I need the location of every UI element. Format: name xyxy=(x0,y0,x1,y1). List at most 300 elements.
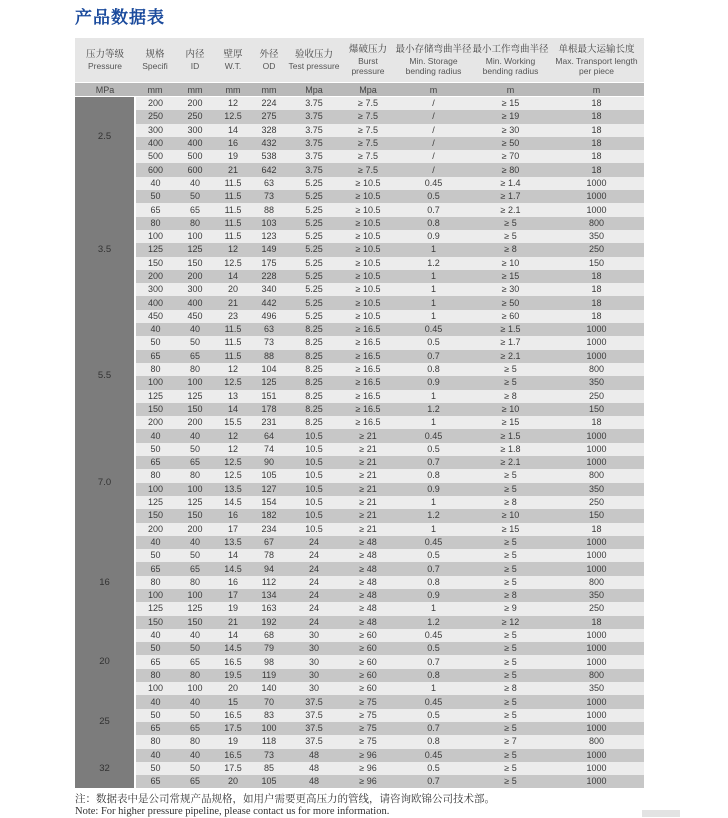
table-cell: 18 xyxy=(549,150,644,163)
table-cell: 68 xyxy=(251,629,287,642)
table-cell: ≥ 5 xyxy=(472,695,549,708)
table-cell: 50 xyxy=(175,336,215,349)
pressure-group-label: 32 xyxy=(75,749,135,789)
table-cell: 73 xyxy=(251,749,287,762)
page-title: 产品数据表 xyxy=(75,8,165,27)
table-row xyxy=(75,616,644,629)
table-cell: 0.45 xyxy=(395,429,472,442)
table-cell: 250 xyxy=(549,602,644,615)
table-row xyxy=(75,589,644,602)
table-cell: 0.7 xyxy=(395,350,472,363)
footnotes xyxy=(75,793,645,818)
table-cell: ≥ 96 xyxy=(341,749,395,762)
table-cell: 0.7 xyxy=(395,655,472,668)
table-cell: 1 xyxy=(395,283,472,296)
table-cell: ≥ 16.5 xyxy=(341,350,395,363)
table-cell: 12.5 xyxy=(215,469,251,482)
table-cell: 14.5 xyxy=(215,642,251,655)
table-cell: 50 xyxy=(175,642,215,655)
table-cell: 37.5 xyxy=(287,735,341,748)
table-cell: 40 xyxy=(135,429,175,442)
table-cell: 800 xyxy=(549,576,644,589)
table-cell: 3.75 xyxy=(287,137,341,150)
table-row xyxy=(75,177,644,190)
table-cell: 250 xyxy=(175,110,215,123)
table-cell: 74 xyxy=(251,443,287,456)
table-row xyxy=(75,124,644,137)
table-cell: 125 xyxy=(175,602,215,615)
table-cell: 100 xyxy=(135,376,175,389)
table-cell: 500 xyxy=(175,150,215,163)
table-cell: 112 xyxy=(251,576,287,589)
table-header xyxy=(75,38,644,97)
table-cell: 0.45 xyxy=(395,695,472,708)
table-cell: ≥ 16.5 xyxy=(341,323,395,336)
table-cell: 63 xyxy=(251,323,287,336)
table-cell: 21 xyxy=(215,296,251,309)
table-cell: 100 xyxy=(175,230,215,243)
table-cell: 200 xyxy=(175,270,215,283)
table-cell: ≥ 7.5 xyxy=(341,150,395,163)
table-cell: 0.8 xyxy=(395,363,472,376)
table-cell: 1000 xyxy=(549,722,644,735)
table-row xyxy=(75,749,644,762)
table-cell: 350 xyxy=(549,483,644,496)
table-cell: 0.5 xyxy=(395,190,472,203)
table-cell: / xyxy=(395,137,472,150)
table-cell: 50 xyxy=(175,190,215,203)
table-cell: 80 xyxy=(135,469,175,482)
table-cell: 300 xyxy=(175,124,215,137)
table-cell: 125 xyxy=(135,496,175,509)
table-row xyxy=(75,110,644,123)
table-cell: ≥ 30 xyxy=(472,283,549,296)
table-cell: 1000 xyxy=(549,562,644,575)
table-cell: 23 xyxy=(215,310,251,323)
table-cell: 48 xyxy=(287,775,341,788)
table-row xyxy=(75,310,644,323)
table-row xyxy=(75,97,644,111)
table-cell: ≥ 60 xyxy=(472,310,549,323)
table-cell: 30 xyxy=(287,682,341,695)
table-row xyxy=(75,376,644,389)
table-cell: ≥ 12 xyxy=(472,616,549,629)
table-cell: ≥ 5 xyxy=(472,469,549,482)
table-cell: ≥ 5 xyxy=(472,376,549,389)
table-cell: 1000 xyxy=(549,443,644,456)
table-row xyxy=(75,416,644,429)
table-cell: 24 xyxy=(287,576,341,589)
table-cell: 48 xyxy=(287,762,341,775)
table-cell: 150 xyxy=(549,509,644,522)
table-cell: 21 xyxy=(215,616,251,629)
column-header-5: 验收压力 Test pressure xyxy=(287,38,341,83)
table-cell: ≥ 5 xyxy=(472,749,549,762)
table-cell: 21 xyxy=(215,163,251,176)
table-cell: ≥ 5 xyxy=(472,363,549,376)
table-cell: 1.2 xyxy=(395,257,472,270)
table-cell: ≥ 10.5 xyxy=(341,243,395,256)
footnote-zh: 注：数据表中是公司常规产品规格，如用户需要更高压力的管线，请咨询欧锦公司技术部。 xyxy=(75,794,495,806)
table-cell: 100 xyxy=(175,483,215,496)
table-cell: 40 xyxy=(175,177,215,190)
table-cell: 83 xyxy=(251,709,287,722)
table-cell: 10.5 xyxy=(287,496,341,509)
table-cell: 149 xyxy=(251,243,287,256)
table-cell: 1.2 xyxy=(395,509,472,522)
table-cell: 20 xyxy=(215,283,251,296)
table-cell: 80 xyxy=(135,669,175,682)
table-cell: 13 xyxy=(215,390,251,403)
table-cell: 67 xyxy=(251,536,287,549)
table-row xyxy=(75,642,644,655)
table-cell: 350 xyxy=(549,589,644,602)
table-cell: 275 xyxy=(251,110,287,123)
table-cell: 100 xyxy=(135,589,175,602)
table-cell: 65 xyxy=(135,562,175,575)
table-cell: 105 xyxy=(251,469,287,482)
pressure-group-label: 7.0 xyxy=(75,429,135,535)
table-cell: 64 xyxy=(251,429,287,442)
table-cell: 450 xyxy=(135,310,175,323)
table-cell: 1000 xyxy=(549,350,644,363)
table-cell: ≥ 10.5 xyxy=(341,230,395,243)
table-row xyxy=(75,190,644,203)
table-cell: 300 xyxy=(135,124,175,137)
table-cell: 19 xyxy=(215,150,251,163)
table-cell: ≥ 2.1 xyxy=(472,456,549,469)
table-cell: 500 xyxy=(135,150,175,163)
table-cell: ≥ 75 xyxy=(341,722,395,735)
table-cell: 18 xyxy=(549,97,644,111)
table-cell: 200 xyxy=(175,97,215,111)
table-cell: 100 xyxy=(251,722,287,735)
table-row xyxy=(75,722,644,735)
table-cell: 3.75 xyxy=(287,124,341,137)
table-cell: ≥ 10 xyxy=(472,257,549,270)
table-cell: 1 xyxy=(395,243,472,256)
table-cell: 40 xyxy=(135,695,175,708)
table-cell: 30 xyxy=(287,669,341,682)
table-cell: ≥ 21 xyxy=(341,469,395,482)
table-cell: 150 xyxy=(175,509,215,522)
table-cell: 10.5 xyxy=(287,469,341,482)
table-cell: ≥ 7 xyxy=(472,735,549,748)
table-cell: 5.25 xyxy=(287,230,341,243)
table-cell: 48 xyxy=(287,749,341,762)
table-cell: 150 xyxy=(175,257,215,270)
table-cell: 150 xyxy=(135,509,175,522)
table-cell: 65 xyxy=(175,562,215,575)
table-cell: ≥ 15 xyxy=(472,97,549,111)
table-cell: 24 xyxy=(287,562,341,575)
table-cell: ≥ 1.7 xyxy=(472,190,549,203)
pressure-group-label: 3.5 xyxy=(75,177,135,323)
table-cell: 0.5 xyxy=(395,443,472,456)
table-row xyxy=(75,735,644,748)
table-cell: ≥ 5 xyxy=(472,669,549,682)
table-row xyxy=(75,483,644,496)
table-cell: 538 xyxy=(251,150,287,163)
table-cell: 125 xyxy=(135,390,175,403)
table-cell: 150 xyxy=(135,403,175,416)
table-cell: / xyxy=(395,150,472,163)
table-cell: 642 xyxy=(251,163,287,176)
table-cell: 800 xyxy=(549,363,644,376)
table-cell: 0.45 xyxy=(395,177,472,190)
table-cell: 65 xyxy=(135,775,175,788)
table-cell: 14 xyxy=(215,124,251,137)
table-cell: ≥ 30 xyxy=(472,124,549,137)
table-cell: 1000 xyxy=(549,629,644,642)
table-cell: 3.75 xyxy=(287,150,341,163)
table-cell: 0.45 xyxy=(395,323,472,336)
table-cell: ≥ 21 xyxy=(341,523,395,536)
table-cell: 50 xyxy=(135,336,175,349)
table-cell: ≥ 16.5 xyxy=(341,336,395,349)
table-cell: 40 xyxy=(135,177,175,190)
column-unit-1: mm xyxy=(135,83,175,97)
table-cell: ≥ 1.7 xyxy=(472,336,549,349)
table-cell: 0.9 xyxy=(395,483,472,496)
table-cell: 175 xyxy=(251,257,287,270)
product-data-sheet xyxy=(75,8,645,818)
column-unit-0: MPa xyxy=(75,83,135,97)
table-row xyxy=(75,403,644,416)
table-cell: 0.8 xyxy=(395,217,472,230)
column-unit-4: mm xyxy=(251,83,287,97)
table-cell: 18 xyxy=(549,270,644,283)
table-cell: 11.5 xyxy=(215,350,251,363)
table-row xyxy=(75,443,644,456)
table-cell: 125 xyxy=(175,243,215,256)
table-row xyxy=(75,429,644,442)
table-cell: 30 xyxy=(287,655,341,668)
table-cell: 94 xyxy=(251,562,287,575)
table-cell: 80 xyxy=(135,576,175,589)
table-cell: ≥ 60 xyxy=(341,669,395,682)
table-cell: ≥ 15 xyxy=(472,416,549,429)
table-cell: 1000 xyxy=(549,775,644,788)
table-cell: 80 xyxy=(175,576,215,589)
table-cell: 12.5 xyxy=(215,376,251,389)
table-cell: 800 xyxy=(549,669,644,682)
table-cell: ≥ 48 xyxy=(341,616,395,629)
table-cell: 50 xyxy=(175,709,215,722)
table-cell: ≥ 15 xyxy=(472,523,549,536)
pressure-group-label: 25 xyxy=(75,695,135,748)
table-cell: ≥ 96 xyxy=(341,762,395,775)
table-row xyxy=(75,536,644,549)
table-cell: 234 xyxy=(251,523,287,536)
table-cell: 30 xyxy=(287,642,341,655)
table-cell: 105 xyxy=(251,775,287,788)
table-cell: / xyxy=(395,163,472,176)
table-cell: 50 xyxy=(135,762,175,775)
table-row xyxy=(75,629,644,642)
table-cell: ≥ 21 xyxy=(341,456,395,469)
table-cell: 100 xyxy=(135,230,175,243)
table-row xyxy=(75,456,644,469)
table-cell: 5.25 xyxy=(287,243,341,256)
table-cell: 0.8 xyxy=(395,735,472,748)
table-cell: 15.5 xyxy=(215,416,251,429)
table-cell: 8.25 xyxy=(287,390,341,403)
table-cell: ≥ 10.5 xyxy=(341,270,395,283)
column-header-1: 规格 Specifi xyxy=(135,38,175,83)
table-row xyxy=(75,336,644,349)
table-cell: ≥ 60 xyxy=(341,682,395,695)
table-row xyxy=(75,709,644,722)
table-cell: 340 xyxy=(251,283,287,296)
table-cell: ≥ 5 xyxy=(472,775,549,788)
table-cell: 40 xyxy=(135,629,175,642)
table-cell: 65 xyxy=(135,203,175,216)
table-cell: 14 xyxy=(215,549,251,562)
table-cell: 0.9 xyxy=(395,589,472,602)
table-cell: ≥ 8 xyxy=(472,589,549,602)
table-row xyxy=(75,509,644,522)
table-cell: 100 xyxy=(175,682,215,695)
table-cell: 16.5 xyxy=(215,655,251,668)
table-cell: 1000 xyxy=(549,536,644,549)
table-row xyxy=(75,390,644,403)
table-cell: 16 xyxy=(215,576,251,589)
table-cell: ≥ 21 xyxy=(341,443,395,456)
table-cell: ≥ 48 xyxy=(341,576,395,589)
table-row xyxy=(75,230,644,243)
table-cell: 11.5 xyxy=(215,336,251,349)
table-cell: 50 xyxy=(135,190,175,203)
table-cell: 80 xyxy=(135,217,175,230)
table-cell: 11.5 xyxy=(215,203,251,216)
table-cell: ≥ 10 xyxy=(472,509,549,522)
column-unit-6: Mpa xyxy=(341,83,395,97)
table-row xyxy=(75,549,644,562)
table-cell: 1.2 xyxy=(395,403,472,416)
table-cell: 18 xyxy=(549,110,644,123)
table-cell: ≥ 5 xyxy=(472,709,549,722)
table-cell: 50 xyxy=(135,549,175,562)
table-cell: 18 xyxy=(549,416,644,429)
table-cell: 50 xyxy=(175,549,215,562)
table-cell: 228 xyxy=(251,270,287,283)
table-cell: 12 xyxy=(215,363,251,376)
table-cell: 0.9 xyxy=(395,376,472,389)
table-cell: ≥ 7.5 xyxy=(341,97,395,111)
pressure-group-label: 5.5 xyxy=(75,323,135,429)
table-row xyxy=(75,523,644,536)
column-header-6: 爆破压力 Burst pressure xyxy=(341,38,395,83)
table-row xyxy=(75,469,644,482)
table-cell: 14 xyxy=(215,270,251,283)
table-cell: 300 xyxy=(135,283,175,296)
table-cell: 100 xyxy=(135,682,175,695)
table-cell: 0.7 xyxy=(395,722,472,735)
table-cell: 5.25 xyxy=(287,310,341,323)
table-cell: ≥ 1.5 xyxy=(472,323,549,336)
table-cell: 0.5 xyxy=(395,762,472,775)
table-cell: ≥ 50 xyxy=(472,296,549,309)
table-cell: 12 xyxy=(215,97,251,111)
table-cell: 50 xyxy=(175,762,215,775)
table-cell: 65 xyxy=(175,203,215,216)
table-cell: 5.25 xyxy=(287,217,341,230)
column-header-0: 压力等级 Pressure xyxy=(75,38,135,83)
table-cell: 250 xyxy=(549,390,644,403)
table-row xyxy=(75,775,644,788)
table-cell: 5.25 xyxy=(287,296,341,309)
table-cell: 65 xyxy=(135,722,175,735)
table-row xyxy=(75,296,644,309)
table-cell: 88 xyxy=(251,350,287,363)
table-cell: ≥ 21 xyxy=(341,483,395,496)
table-cell: 125 xyxy=(175,390,215,403)
table-cell: 18 xyxy=(549,616,644,629)
table-cell: 80 xyxy=(175,735,215,748)
column-unit-3: mm xyxy=(215,83,251,97)
table-cell: ≥ 16.5 xyxy=(341,363,395,376)
table-cell: 19 xyxy=(215,602,251,615)
table-row xyxy=(75,257,644,270)
table-cell: 65 xyxy=(175,775,215,788)
table-cell: ≥ 10.5 xyxy=(341,190,395,203)
table-cell: 15 xyxy=(215,695,251,708)
table-cell: 17 xyxy=(215,523,251,536)
table-cell: ≥ 48 xyxy=(341,549,395,562)
table-cell: 1000 xyxy=(549,655,644,668)
table-cell: 1 xyxy=(395,296,472,309)
table-cell: 182 xyxy=(251,509,287,522)
table-cell: 10.5 xyxy=(287,483,341,496)
table-cell: 12.5 xyxy=(215,456,251,469)
table-cell: ≥ 70 xyxy=(472,150,549,163)
table-cell: ≥ 10 xyxy=(472,403,549,416)
table-cell: ≥ 5 xyxy=(472,655,549,668)
table-row xyxy=(75,163,644,176)
table-cell: ≥ 8 xyxy=(472,243,549,256)
footnote-en: Note: For higher pressure pipeline, please contact us for more information. xyxy=(75,806,390,818)
table-cell: ≥ 5 xyxy=(472,483,549,496)
table-cell: 10.5 xyxy=(287,523,341,536)
table-cell: 3.75 xyxy=(287,163,341,176)
table-cell: 1000 xyxy=(549,190,644,203)
table-cell: ≥ 7.5 xyxy=(341,137,395,150)
table-cell: 90 xyxy=(251,456,287,469)
table-cell: 140 xyxy=(251,682,287,695)
table-row xyxy=(75,682,644,695)
table-cell: 65 xyxy=(175,655,215,668)
table-cell: ≥ 10.5 xyxy=(341,177,395,190)
table-cell: 12 xyxy=(215,443,251,456)
table-cell: 5.25 xyxy=(287,190,341,203)
table-cell: 0.8 xyxy=(395,576,472,589)
table-cell: ≥ 5 xyxy=(472,642,549,655)
pressure-group-label: 2.5 xyxy=(75,97,135,177)
table-cell: 350 xyxy=(549,376,644,389)
table-cell: 1 xyxy=(395,416,472,429)
table-cell: ≥ 10.5 xyxy=(341,203,395,216)
table-cell: / xyxy=(395,110,472,123)
table-cell: 78 xyxy=(251,549,287,562)
table-cell: 250 xyxy=(549,243,644,256)
table-cell: 65 xyxy=(135,456,175,469)
table-row xyxy=(75,496,644,509)
table-cell: 16 xyxy=(215,509,251,522)
table-cell: 134 xyxy=(251,589,287,602)
table-cell: 40 xyxy=(135,323,175,336)
table-cell: 1 xyxy=(395,682,472,695)
